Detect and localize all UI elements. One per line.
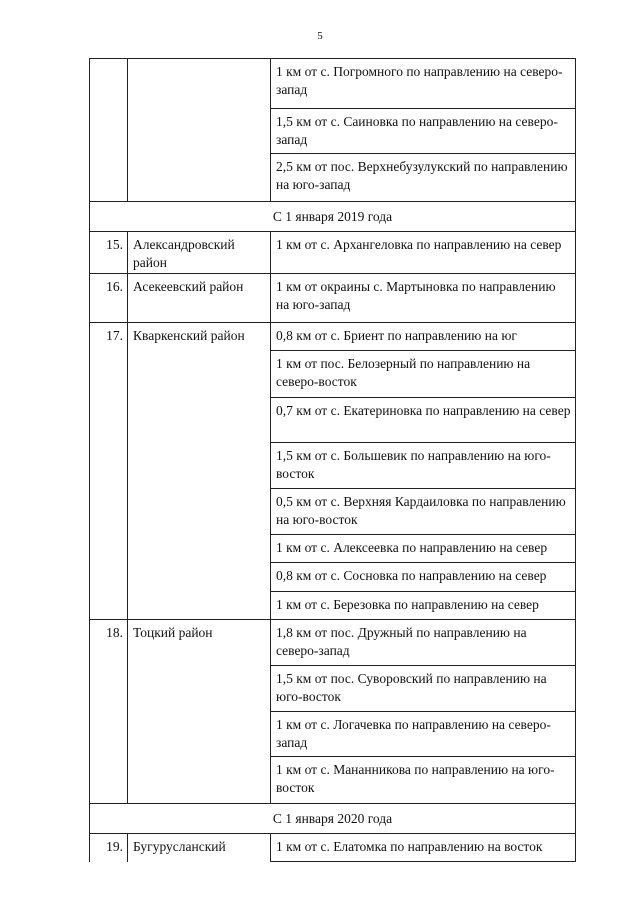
location-description: 1,5 км от пос. Суворовский по направлению на юго-восток	[271, 666, 576, 712]
row-number	[90, 398, 128, 443]
table-row	[90, 59, 576, 109]
row-number	[90, 489, 128, 535]
district-name: Асекеевский район	[128, 274, 271, 323]
table-row	[90, 443, 576, 489]
district-name	[128, 59, 271, 109]
row-number: 15.	[90, 232, 128, 274]
row-number	[90, 535, 128, 563]
row-number	[90, 592, 128, 620]
location-description: 1 км от пос. Белозерный по направлению на северо-восток	[271, 351, 576, 398]
page-number: 5	[317, 30, 323, 42]
row-number	[90, 351, 128, 398]
location-description: 0,8 км от с. Бриент по направлению на юг	[271, 323, 576, 351]
district-name	[128, 563, 271, 592]
section-header-row	[90, 804, 576, 834]
table-row	[90, 834, 576, 862]
row-number: 17.	[90, 323, 128, 351]
table-row	[90, 274, 576, 323]
district-name	[128, 443, 271, 489]
location-description: 0,7 км от с. Екатериновка по направлению на север	[271, 398, 576, 443]
table-row	[90, 757, 576, 804]
table-row	[90, 489, 576, 535]
row-number	[90, 154, 128, 202]
table-row	[90, 535, 576, 563]
table-row	[90, 323, 576, 351]
location-description: 1 км от с. Мананникова по направлению на юго-восток	[271, 757, 576, 804]
district-name: Кваркенский район	[128, 323, 271, 351]
location-description: 1 км от с. Алексеевка по направлению на север	[271, 535, 576, 563]
location-description: 1 км от с. Погромного по направлению на северо-запад	[271, 59, 576, 109]
table-row	[90, 398, 576, 443]
location-description: 0,8 км от с. Сосновка по направлению на север	[271, 563, 576, 592]
row-number	[90, 109, 128, 154]
table-row	[90, 592, 576, 620]
location-description: 1 км от с. Березовка по направлению на север	[271, 592, 576, 620]
location-description: 2,5 км от пос. Верхнебузулукский по направлению на юго-запад	[271, 154, 576, 202]
location-description: 1 км от окраины с. Мартыновка по направлению на юго-запад	[271, 274, 576, 323]
table-row	[90, 154, 576, 202]
district-name	[128, 109, 271, 154]
location-description: 1,8 км от пос. Дружный по направлению на северо-запад	[271, 620, 576, 666]
table-row	[90, 109, 576, 154]
district-name: Бугурусланский	[128, 834, 271, 862]
district-name	[128, 351, 271, 398]
row-number: 18.	[90, 620, 128, 666]
table-row	[90, 232, 576, 274]
district-name: Александровский район	[128, 232, 271, 274]
row-number	[90, 563, 128, 592]
table-row	[90, 666, 576, 712]
district-name	[128, 398, 271, 443]
table-body	[90, 59, 576, 862]
table-row	[90, 351, 576, 398]
section-header-row	[90, 202, 576, 232]
locations-table	[89, 58, 576, 862]
district-name	[128, 489, 271, 535]
section-header: С 1 января 2020 года	[90, 804, 576, 834]
row-number	[90, 712, 128, 757]
location-description: 0,5 км от с. Верхняя Кардаиловка по направлению на юго-восток	[271, 489, 576, 535]
row-number	[90, 443, 128, 489]
district-name	[128, 592, 271, 620]
row-number	[90, 666, 128, 712]
table-row	[90, 620, 576, 666]
district-name	[128, 154, 271, 202]
row-number	[90, 59, 128, 109]
district-name	[128, 535, 271, 563]
district-name: Тоцкий район	[128, 620, 271, 666]
location-description: 1,5 км от с. Большевик по направлению на юго-восток	[271, 443, 576, 489]
district-name	[128, 666, 271, 712]
location-description: 1 км от с. Елатомка по направлению на восток	[271, 834, 576, 862]
row-number	[90, 757, 128, 804]
section-header: С 1 января 2019 года	[90, 202, 576, 232]
location-description: 1 км от с. Логачевка по направлению на северо-запад	[271, 712, 576, 757]
district-name	[128, 757, 271, 804]
table-row	[90, 563, 576, 592]
row-number: 19.	[90, 834, 128, 862]
location-description: 1 км от с. Архангеловка по направлению на север	[271, 232, 576, 274]
row-number: 16.	[90, 274, 128, 323]
district-name	[128, 712, 271, 757]
location-description: 1,5 км от с. Саиновка по направлению на северо-запад	[271, 109, 576, 154]
table-row	[90, 712, 576, 757]
